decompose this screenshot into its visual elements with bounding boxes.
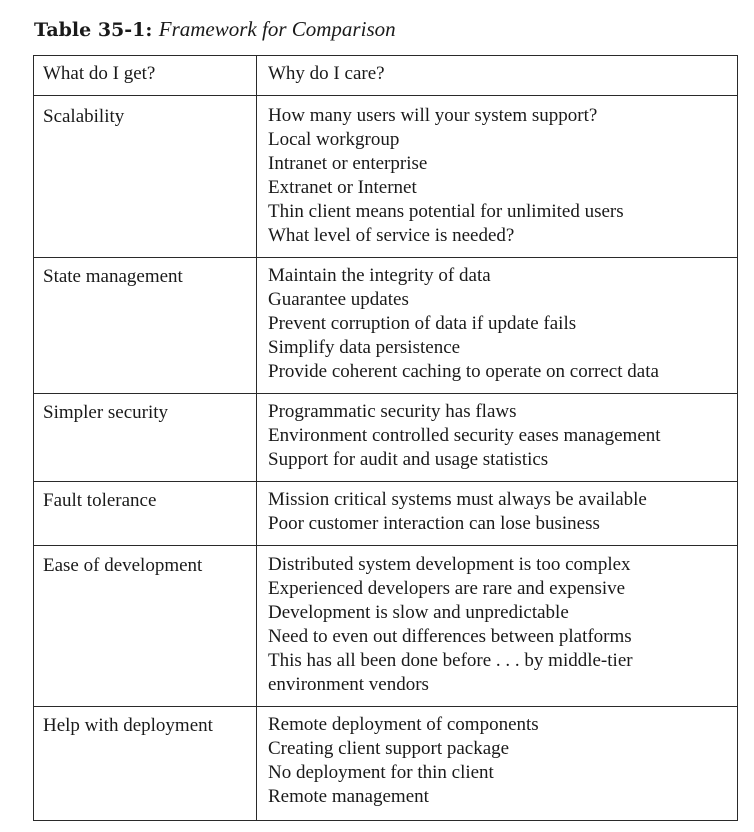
reason-line: Intranet or enterprise	[268, 153, 428, 174]
reason-line: Remote deployment of components	[268, 714, 539, 735]
table-title: Framework for Comparison	[158, 17, 396, 41]
reason-line: Prevent corruption of data if update fails	[268, 313, 577, 334]
feature-state-management: State management	[43, 266, 183, 287]
reason-line: Experienced developers are rare and expensive	[268, 578, 626, 599]
table-caption	[34, 17, 396, 42]
reason-line: Local workgroup	[268, 129, 400, 150]
reason-line: Thin client means potential for unlimited users	[268, 201, 624, 222]
caption-separator: :	[145, 19, 153, 41]
reason-line: Guarantee updates	[268, 289, 409, 310]
reason-line: Support for audit and usage statistics	[268, 449, 549, 470]
reason-line: How many users will your system support?	[268, 105, 598, 126]
reason-line: environment vendors	[268, 674, 429, 695]
reason-line: What level of service is needed?	[268, 225, 515, 246]
reason-line: Maintain the integrity of data	[268, 265, 491, 286]
reason-line: Remote management	[268, 786, 429, 807]
reason-line: Development is slow and unpredictable	[268, 602, 569, 623]
header-why-do-i-care: Why do I care?	[268, 63, 385, 84]
reason-line: This has all been done before . . . by middle-tier	[268, 650, 633, 671]
reason-line: Extranet or Internet	[268, 177, 417, 198]
reasons-simpler-security	[268, 400, 661, 472]
reason-line: Distributed system development is too complex	[268, 554, 631, 575]
feature-ease-of-development: Ease of development	[43, 555, 203, 576]
reason-line: Creating client support package	[268, 738, 510, 759]
header-what-do-i-get: What do I get?	[43, 63, 156, 84]
reason-line: Environment controlled security eases management	[268, 425, 661, 446]
reasons-scalability	[268, 104, 624, 248]
reasons-ease-of-development	[268, 553, 633, 697]
feature-scalability: Scalability	[43, 106, 125, 127]
reasons-help-with-deployment	[268, 713, 539, 809]
feature-help-with-deployment: Help with deployment	[43, 715, 213, 736]
reason-line: Simplify data persistence	[268, 337, 461, 358]
reason-line: Need to even out differences between platforms	[268, 626, 632, 647]
reason-line: Mission critical systems must always be available	[268, 489, 647, 510]
row-divider	[33, 393, 738, 394]
row-divider	[33, 257, 738, 258]
reason-line: Programmatic security has flaws	[268, 401, 517, 422]
reason-line: No deployment for thin client	[268, 762, 494, 783]
reason-line: Poor customer interaction can lose business	[268, 513, 600, 534]
row-divider	[33, 481, 738, 482]
row-divider	[33, 95, 738, 96]
row-divider	[33, 545, 738, 546]
row-divider	[33, 706, 738, 707]
reason-line: Provide coherent caching to operate on correct data	[268, 361, 659, 382]
feature-fault-tolerance: Fault tolerance	[43, 490, 157, 511]
reasons-state-management	[268, 264, 659, 384]
table-number: Table 35-1	[34, 19, 146, 41]
feature-simpler-security: Simpler security	[43, 402, 169, 423]
reasons-fault-tolerance	[268, 488, 647, 536]
